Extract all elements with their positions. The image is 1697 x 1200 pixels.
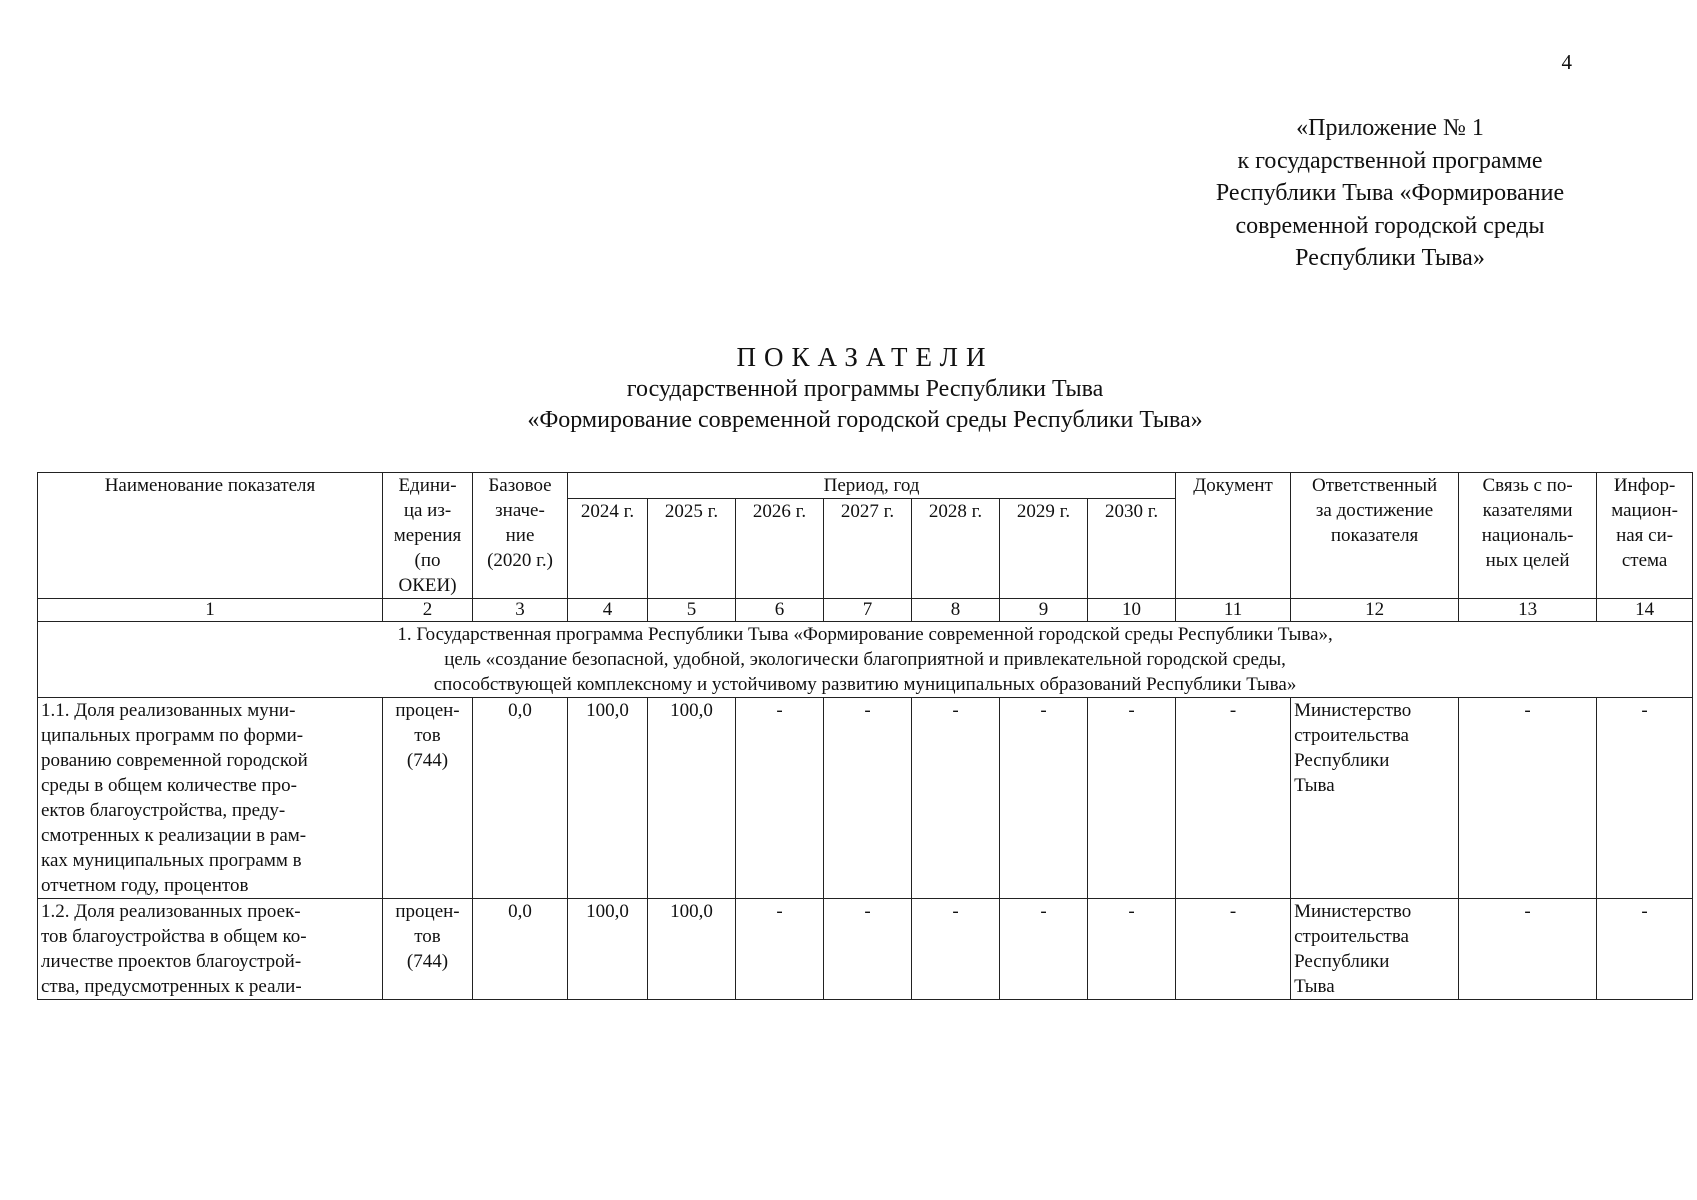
indicator-year-value: - bbox=[824, 698, 912, 899]
header-name: Наименование показателя bbox=[38, 473, 383, 599]
indicator-year-value: - bbox=[912, 899, 1000, 1000]
column-number: 6 bbox=[736, 599, 824, 622]
indicator-name: 1.2. Доля реализованных проек- тов благоустройства в общем ко- личестве проектов благоустрой- ства, предусмотренных к реали- bbox=[38, 899, 383, 1000]
indicator-base-value: 0,0 bbox=[473, 698, 568, 899]
section-row bbox=[38, 622, 1693, 698]
header-document: Документ bbox=[1176, 473, 1291, 599]
document-heading bbox=[0, 340, 1697, 436]
column-number: 11 bbox=[1176, 599, 1291, 622]
document-subtitle-line: государственной программы Республики Тыва bbox=[626, 376, 1104, 402]
appendix-line: Республики Тыва» bbox=[1295, 245, 1485, 271]
indicator-document: - bbox=[1176, 698, 1291, 899]
indicator-year-value: 100,0 bbox=[568, 899, 648, 1000]
column-number: 8 bbox=[912, 599, 1000, 622]
indicator-year-value: - bbox=[1088, 899, 1176, 1000]
header-info-system: Инфор- мацион- ная си- стема bbox=[1597, 473, 1693, 599]
indicator-year-value: - bbox=[824, 899, 912, 1000]
table-row bbox=[38, 899, 1693, 1000]
header-period: Период, год bbox=[568, 473, 1176, 499]
indicator-document: - bbox=[1176, 899, 1291, 1000]
column-number: 10 bbox=[1088, 599, 1176, 622]
indicators-table bbox=[37, 472, 1693, 1000]
indicator-national-goals-link: - bbox=[1459, 698, 1597, 899]
table-row bbox=[38, 698, 1693, 899]
header-unit: Едини- ца из- мерения (по ОКЕИ) bbox=[383, 473, 473, 599]
indicator-national-goals-link: - bbox=[1459, 899, 1597, 1000]
document-title: ПОКАЗАТЕЛИ bbox=[736, 342, 994, 372]
indicator-year-value: - bbox=[1000, 899, 1088, 1000]
header-year: 2029 г. bbox=[1000, 499, 1088, 599]
indicator-year-value: - bbox=[736, 698, 824, 899]
column-number: 2 bbox=[383, 599, 473, 622]
column-number: 14 bbox=[1597, 599, 1693, 622]
column-number: 12 bbox=[1291, 599, 1459, 622]
column-number: 13 bbox=[1459, 599, 1597, 622]
indicator-info-system: - bbox=[1597, 899, 1693, 1000]
appendix-line: современной городской среды bbox=[1235, 212, 1545, 239]
indicator-year-value: 100,0 bbox=[648, 698, 736, 899]
column-number: 9 bbox=[1000, 599, 1088, 622]
page-number: 4 bbox=[1561, 50, 1572, 74]
indicator-responsible: Министерство строительства Республики Тыва bbox=[1291, 698, 1459, 899]
header-base-value: Базовое значе- ние (2020 г.) bbox=[473, 473, 568, 599]
column-number: 5 bbox=[648, 599, 736, 622]
appendix-line: «Приложение № 1 bbox=[1296, 115, 1484, 141]
indicator-info-system: - bbox=[1597, 698, 1693, 899]
indicator-year-value: - bbox=[1000, 698, 1088, 899]
indicator-year-value: - bbox=[912, 698, 1000, 899]
appendix-note bbox=[1175, 112, 1605, 275]
indicator-responsible: Министерство строительства Республики Тыва bbox=[1291, 899, 1459, 1000]
section-line: цель «создание безопасной, удобной, экологически благоприятной и привлекательной городской среды, bbox=[444, 649, 1286, 670]
header-year: 2028 г. bbox=[912, 499, 1000, 599]
header-year: 2024 г. bbox=[568, 499, 648, 599]
indicator-unit: процен- тов (744) bbox=[383, 899, 473, 1000]
header-responsible: Ответственный за достижение показателя bbox=[1291, 473, 1459, 599]
section-line: 1. Государственная программа Республики Тыва «Формирование современной городской среды Республики Тыва», bbox=[397, 624, 1333, 645]
column-number: 3 bbox=[473, 599, 568, 622]
table-header-row bbox=[38, 473, 1693, 499]
appendix-line: Республики Тыва «Формирование bbox=[1215, 180, 1565, 206]
document-subtitle-line: «Формирование современной городской среды Республики Тыва» bbox=[527, 407, 1203, 433]
indicator-year-value: 100,0 bbox=[648, 899, 736, 1000]
column-number: 7 bbox=[824, 599, 912, 622]
column-numbers-row bbox=[38, 599, 1693, 622]
indicator-base-value: 0,0 bbox=[473, 899, 568, 1000]
header-year: 2025 г. bbox=[648, 499, 736, 599]
column-number: 4 bbox=[568, 599, 648, 622]
indicator-year-value: 100,0 bbox=[568, 698, 648, 899]
header-year: 2030 г. bbox=[1088, 499, 1176, 599]
appendix-line: к государственной программе bbox=[1237, 147, 1543, 174]
section-title bbox=[38, 622, 1693, 698]
indicator-year-value: - bbox=[1088, 698, 1176, 899]
header-year: 2027 г. bbox=[824, 499, 912, 599]
indicator-year-value: - bbox=[736, 899, 824, 1000]
header-national-goals-link: Связь с по- казателями националь- ных целей bbox=[1459, 473, 1597, 599]
section-line: способствующей комплексному и устойчивому развитию муниципальных образований Республики Тыва» bbox=[433, 674, 1297, 695]
column-number: 1 bbox=[38, 599, 383, 622]
indicator-name: 1.1. Доля реализованных муни- ципальных программ по форми- рованию современной городской среды в общем количестве про- ектов благоустройства, преду- смотренных к реализации в рам- ках муниципальных программ в отчетном году, процентов bbox=[38, 698, 383, 899]
indicator-unit: процен- тов (744) bbox=[383, 698, 473, 899]
header-year: 2026 г. bbox=[736, 499, 824, 599]
